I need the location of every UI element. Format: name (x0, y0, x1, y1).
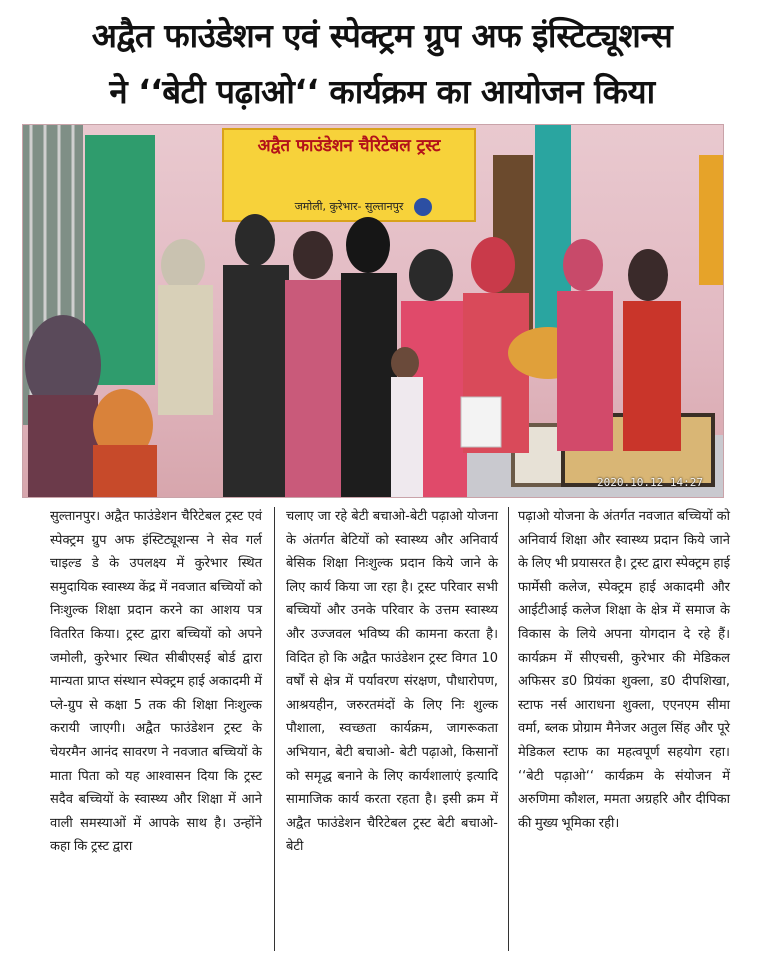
headline-line-1: अद्वैत फाउंडेशन एवं स्पेक्ट्रम ग्रुप अफ इंस्टिट्यूशन्स (91, 16, 673, 55)
article-body (50, 505, 730, 955)
article-column-3: पढ़ाओ योजना के अंतर्गत नवजात बच्चियों को अनिवार्य शिक्षा और स्वास्थ्य प्रदान किये जाने के लिए भी प्रयासरत है। ट्रस्ट द्वारा स्पेक्ट्रम हाई फार्मेसी कलेज, स्पेक्ट्रम हाई अकादमी और आईटीआई कलेज शिक्षा के क्षेत्र में समाज के विकास के लिये अपना योगदान दे रहे हैं। कार्यक्रम में सीएचसी, कुरेभार की मेडिकल अफिसर ड0 प्रियंका शुक्ला, ड0 दीपशिखा, स्टाफ नर्स आराधना शुक्ला, एएनएम सीमा वर्मा, ब्लक प्रोग्राम मैनेजर अतुल सिंह और पूरे मेडिकल स्टाफ का महत्वपूर्ण सहयोग रहा। ‘‘बेटी पढ़ाओ‘‘ कार्यक्रम के संयोजन में अरुणिमा कौशल, ममता अग्रहरि और दीपिका की मुख्य भूमिका रही। (518, 509, 730, 831)
wall-poster (699, 155, 723, 285)
banner-title: अद्वैत फाउंडेशन चैरिटेबल ट्रस्ट (257, 136, 441, 156)
gift-bag (461, 397, 501, 447)
headline (0, 8, 764, 120)
article-column-1: सुल्तानपुर। अद्वैत फाउंडेशन चैरिटेबल ट्रस्ट एवं स्पेक्ट्रम ग्रुप अफ इंस्टिट्यूशन्स ने सेव गर्ल चाइल्ड डे के उपलक्ष्य में कुरेभार स्थित समुदायिक स्वास्थ्य केंद्र में नवजात बच्चियों को निःशुल्क शिक्षा प्रदान करने का आशय पत्र वितरित किया। ट्रस्ट द्वारा बच्चियों को अपने जमोली, कुरेभार स्थित सीबीएसई बोर्ड द्वारा मान्यता प्राप्त संस्थान स्पेक्ट्रम हाई अकादमी में प्ले-ग्रुप से कक्षा 5 तक की शिक्षा निःशुल्क करायी जाएगी। अद्वैत फाउंडेशन ट्रस्ट के चेयरमैन आनंद सावरण ने नवजात बच्चियों के माता पिता को यह आश्वासन दिया कि ट्रस्ट सदैव बच्चियों के स्वास्थ्य और शिक्षा में आने वाली समस्याओं में आपके साथ है। उन्होंने कहा कि ट्रस्ट द्वारा (50, 509, 262, 855)
headline-line-2: ने ‘‘बेटी पढ़ाओ‘‘ कार्यक्रम का आयोजन किया (109, 72, 655, 111)
banner-subtitle: जमोली, कुरेभार- सुल्तानपुर (294, 200, 404, 213)
news-photo (22, 124, 724, 498)
photo-illustration (23, 125, 723, 497)
article-column-2: चलाए जा रहे बेटी बचाओ-बेटी पढ़ाओ योजना के अंतर्गत बेटियों को स्वास्थ्य और अनिवार्य बेसिक शिक्षा निःशुल्क प्रदान किये जाने के लिए कार्य किया जा रहा है। ट्रस्ट परिवार सभी बच्चियों और उनके परिवार के उत्तम स्वास्थ्य और उज्जवल भविष्य की कामना करता है। विदित हो कि अद्वैत फाउंडेशन ट्रस्ट विगत 10 वर्षों से क्षेत्र में पर्यावरण संरक्षण, पौधारोपण, आश्रयहीन, जरुरतमंदों के लिए निः शुल्क पौशाला, स्वच्छता कार्यक्रम, जागरूकता अभियान, बेटी बचाओ- बेटी पढ़ाओ, किसानों को समृद्ध बनाने के लिए कार्यशालाएं इत्यादि सामाजिक कार्य करता रहता है। इसी क्रम में अद्वैत फाउंडेशन चैरिटेबल ट्रस्ट बेटी बचाओ-बेटी (286, 509, 498, 855)
photo-timestamp: 2020.10.12 14:27 (597, 476, 703, 489)
